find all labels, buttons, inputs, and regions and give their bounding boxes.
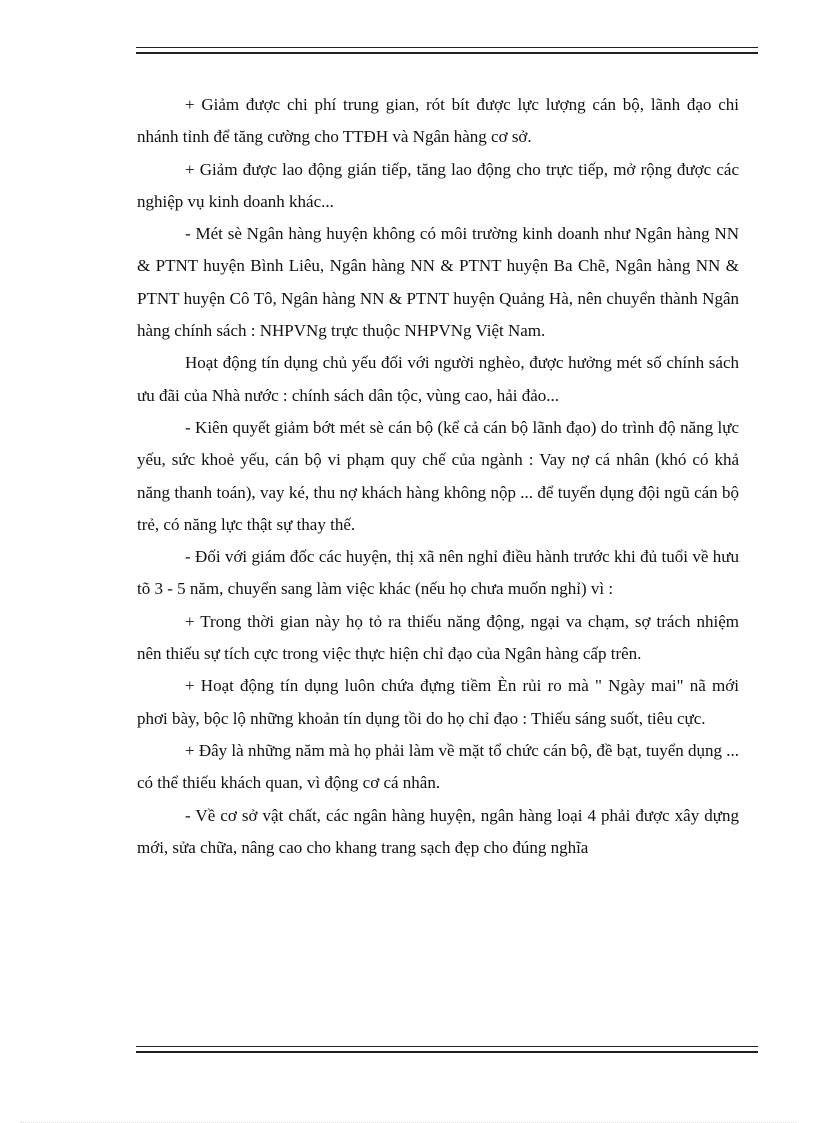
paragraph: + Giảm được lao động gián tiếp, tăng lao động cho trực tiếp, mở rộng được các nghiệp vụ kinh doanh khác... — [137, 159, 739, 211]
paragraph: + Hoạt động tín dụng luôn chứa đựng tiềm Èn rủi ro mà " Ngày mai" nã mới phơi bày, bộc lộ những khoản tín dụng tồi do họ chỉ đạo : Thiếu sáng suốt, tiêu cực. — [137, 676, 739, 728]
paragraph: + Giảm được chi phí trung gian, rót bít được lực lượng cán bộ, lãnh đạo chi nhánh tỉnh để tăng cường cho TTĐH và Ngân hàng cơ sở. — [137, 95, 739, 147]
paragraph: - Mét sè Ngân hàng huyện không có môi trường kinh doanh như Ngân hàng NN & PTNT huyện Bình Liêu, Ngân hàng NN & PTNT huyện Ba Chẽ, Ngân hàng NN & PTNT huyện Cô Tô, Ngân hàng NN & PTNT huyện Quảng Hà, nên chuyển thành Ngân hàng chính sách : NHPVNg trực thuộc NHPVNg Việt Nam. — [137, 224, 739, 341]
paragraph: + Trong thời gian này họ tỏ ra thiếu năng động, ngại va chạm, sợ trách nhiệm nên thiếu sự tích cực trong việc thực hiện chỉ đạo của Ngân hàng cấp trên. — [137, 611, 739, 664]
document-body — [137, 89, 739, 864]
header-rule — [136, 47, 758, 54]
footer-rule — [136, 1046, 758, 1053]
paragraph: Hoạt động tín dụng chủ yếu đối với người nghèo, được hưởng mét số chính sách ưu đãi của Nhà nước : chính sách dân tộc, vùng cao, hải đảo... — [137, 353, 739, 405]
paragraph: - Kiên quyết giảm bớt mét sè cán bộ (kể cả cán bộ lãnh đạo) do trình độ năng lực yếu, sức khoẻ yếu, cán bộ vi phạm quy chế của ngành : Vay nợ cá nhân (khó có khả năng thanh toán), vay ké, thu nợ khách hàng không nộp ... để tuyển dụng đội ngũ cán bộ trẻ, có năng lực thật sự thay thế. — [137, 417, 739, 534]
paragraph: - Về cơ sở vật chất, các ngân hàng huyện, ngân hàng loại 4 phải được xây dựng mới, sửa chữa, nâng cao cho khang trang sạch đẹp cho đúng nghĩa — [137, 805, 739, 857]
paragraph: - Đối với giám đốc các huyện, thị xã nên nghỉ điều hành trước khi đủ tuổi về hưu tõ 3 - 5 năm, chuyển sang làm việc khác (nếu họ chưa muốn nghỉ) vì : — [137, 547, 739, 599]
paragraph: + Đây là những năm mà họ phải làm về mặt tổ chức cán bộ, đề bạt, tuyển dụng ... có thể thiếu khách quan, vì động cơ cá nhân. — [137, 740, 739, 793]
